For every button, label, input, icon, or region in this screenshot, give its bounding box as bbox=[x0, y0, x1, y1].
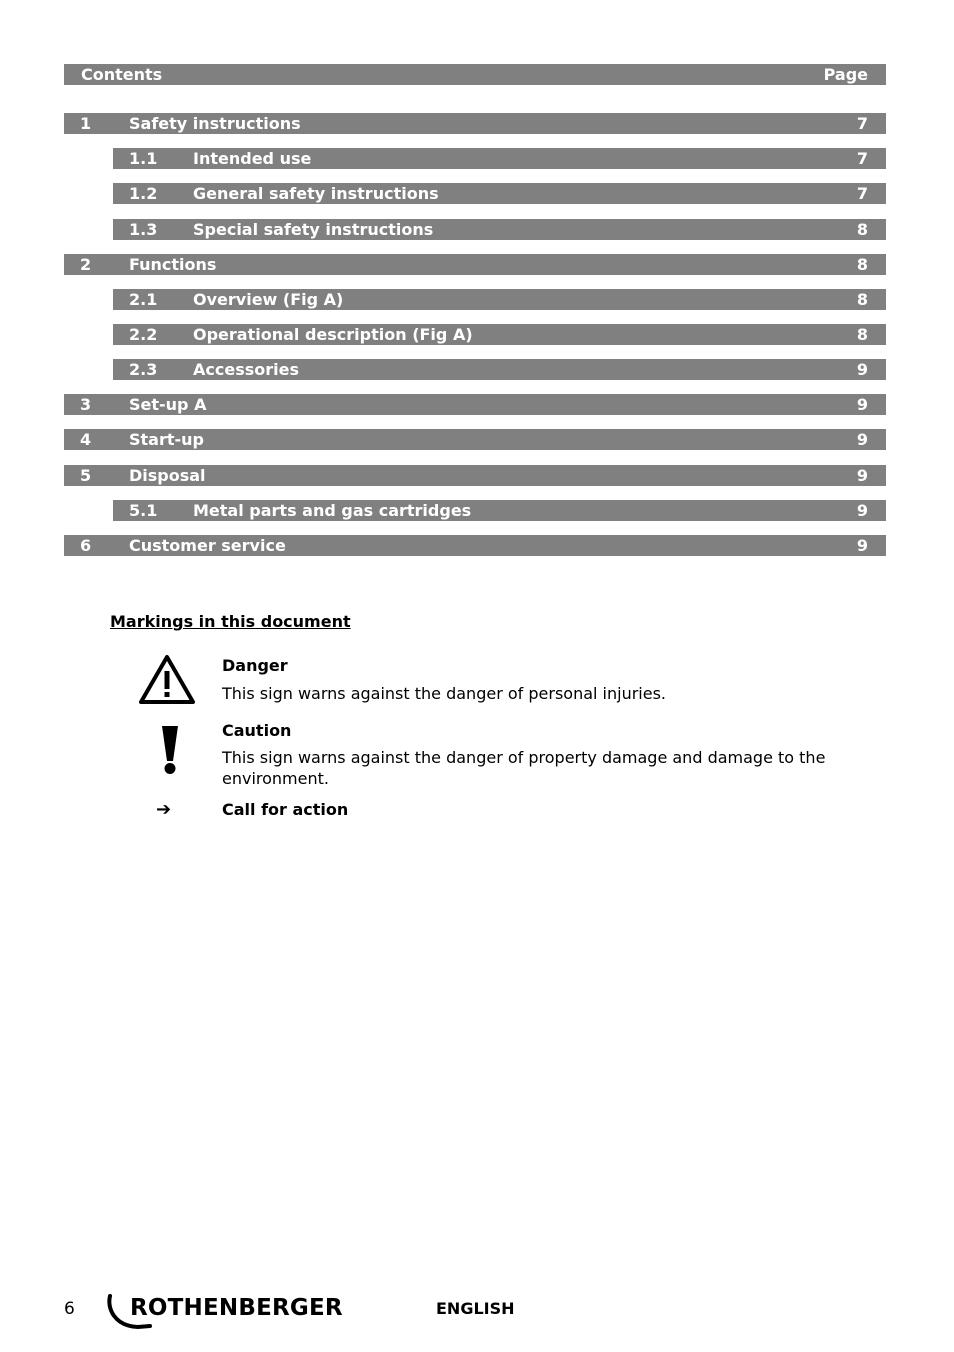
toc-entry-title: General safety instructions bbox=[193, 184, 439, 203]
toc-entry-number: 2.2 bbox=[129, 325, 158, 344]
caution-description: This sign warns against the danger of property damage and damage to the environment. bbox=[222, 748, 826, 788]
toc-entry[interactable] bbox=[64, 113, 886, 134]
toc-entry-title: Set-up A bbox=[129, 395, 207, 414]
toc-subentry[interactable] bbox=[113, 359, 886, 380]
toc-entry-title: Customer service bbox=[129, 536, 286, 555]
brand-logo-text: ROTHENBERGER bbox=[130, 1295, 343, 1321]
toc-entry-number: 2 bbox=[80, 255, 92, 274]
toc-entry-page: 8 bbox=[856, 290, 868, 309]
toc-entry-page: 9 bbox=[856, 536, 868, 555]
toc-header bbox=[64, 64, 886, 85]
toc-entry-number: 1.2 bbox=[129, 184, 158, 203]
toc-entry-page: 8 bbox=[856, 220, 868, 239]
toc-entry-page: 8 bbox=[856, 325, 868, 344]
toc-entry-number: 1.3 bbox=[129, 220, 158, 239]
warning-triangle-icon bbox=[138, 654, 196, 705]
toc-entry-title: Accessories bbox=[193, 360, 299, 379]
danger-label: Danger bbox=[222, 656, 288, 675]
toc-entry-page: 7 bbox=[856, 114, 868, 133]
toc-entry-number: 3 bbox=[80, 395, 92, 414]
toc-entry-title: Start-up bbox=[129, 430, 204, 449]
toc-entry-page: 7 bbox=[856, 184, 868, 203]
markings-title: Markings in this document bbox=[110, 612, 351, 631]
toc-entry-page: 9 bbox=[856, 430, 868, 449]
toc-subentry[interactable] bbox=[113, 183, 886, 204]
toc-entry-title: Disposal bbox=[129, 466, 206, 485]
toc-entry-title: Operational description (Fig A) bbox=[193, 325, 473, 344]
toc-entry[interactable] bbox=[64, 254, 886, 275]
toc-entry-title: Safety instructions bbox=[129, 114, 301, 133]
toc-entry[interactable] bbox=[64, 535, 886, 556]
toc-entry-number: 1 bbox=[80, 114, 92, 133]
page-number: 6 bbox=[64, 1299, 75, 1319]
toc-entry-title: Metal parts and gas cartridges bbox=[193, 501, 472, 520]
toc-entry-page: 7 bbox=[856, 149, 868, 168]
toc-entry-title: Functions bbox=[129, 255, 217, 274]
toc-entry-page: 9 bbox=[856, 395, 868, 414]
toc-entry-page: 9 bbox=[856, 501, 868, 520]
toc-entry-number: 1.1 bbox=[129, 149, 158, 168]
toc-subentry[interactable] bbox=[113, 148, 886, 169]
language-label: ENGLISH bbox=[436, 1299, 515, 1318]
toc-entry-number: 2.3 bbox=[129, 360, 158, 379]
toc-subentry[interactable] bbox=[113, 219, 886, 240]
toc-entry-number: 6 bbox=[80, 536, 92, 555]
toc-subentry[interactable] bbox=[113, 289, 886, 310]
action-label: Call for action bbox=[222, 800, 349, 819]
toc-entry-title: Intended use bbox=[193, 149, 312, 168]
toc-entry[interactable] bbox=[64, 465, 886, 486]
toc-entry-page: 8 bbox=[856, 255, 868, 274]
toc-entry-number: 2.1 bbox=[129, 290, 158, 309]
caution-label: Caution bbox=[222, 721, 292, 740]
toc-entry-page: 9 bbox=[856, 360, 868, 379]
toc-entry-number: 5.1 bbox=[129, 501, 158, 520]
toc-entry[interactable] bbox=[64, 429, 886, 450]
toc-entry-number: 5 bbox=[80, 466, 92, 485]
exclamation-icon bbox=[160, 725, 180, 775]
toc-entry[interactable] bbox=[64, 394, 886, 415]
danger-description: This sign warns against the danger of personal injuries. bbox=[222, 684, 666, 703]
toc-entry-title: Overview (Fig A) bbox=[193, 290, 344, 309]
toc-header-page-label: Page bbox=[823, 65, 868, 84]
toc-entry-number: 4 bbox=[80, 430, 92, 449]
toc-header-label: Contents bbox=[81, 65, 163, 84]
toc-subentry[interactable] bbox=[113, 324, 886, 345]
arrow-right-icon: ➔ bbox=[156, 799, 172, 820]
toc-subentry[interactable] bbox=[113, 500, 886, 521]
toc-entry-page: 9 bbox=[856, 466, 868, 485]
toc-entry-title: Special safety instructions bbox=[193, 220, 434, 239]
